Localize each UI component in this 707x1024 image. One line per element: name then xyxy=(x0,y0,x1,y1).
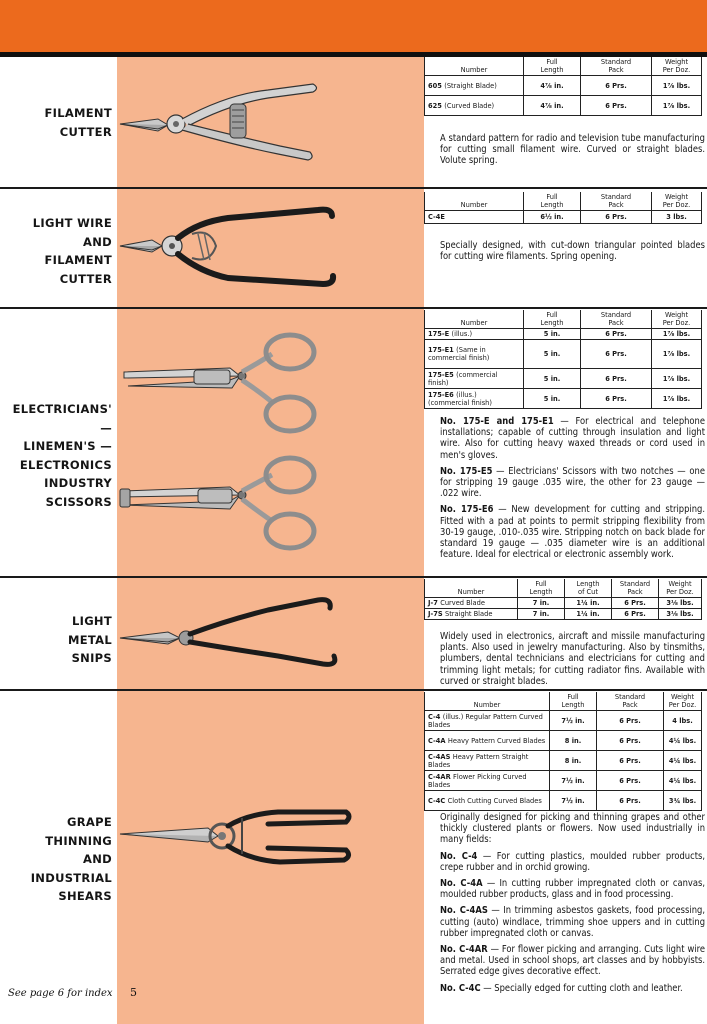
cell-number: 625 (Curved Blade) xyxy=(425,96,524,116)
header-weight-per-doz: Weight Per Doz. xyxy=(652,310,702,329)
description-paragraph: No. C-4A — In cutting rubber impregnated cloth or canvas, moulded rubber products, glass and in food processing. xyxy=(440,878,706,901)
grape-thinning-shears-illustration xyxy=(118,806,353,868)
page-number: 5 xyxy=(130,986,137,999)
description-paragraph: No. C-4C — Specially edged for cutting cloth and leather. xyxy=(440,982,683,994)
cell-pack: 6 Prs. xyxy=(581,96,652,116)
section-divider xyxy=(0,576,707,578)
header-full-length: Full Length xyxy=(524,57,581,76)
cell-pack: 6 Prs. xyxy=(597,751,664,771)
cell-number: C-4C Cloth Cutting Curved Blades xyxy=(425,791,550,811)
cell-length: 6½ in. xyxy=(524,211,581,224)
cell-pack: 6 Prs. xyxy=(597,731,664,751)
cell-pack: 6 Prs. xyxy=(581,329,652,340)
cell-pack: 6 Prs. xyxy=(581,76,652,96)
spec-table-light-wire-cutter xyxy=(424,192,702,224)
section-divider xyxy=(0,187,707,189)
cell-pack: 6 Prs. xyxy=(581,340,652,369)
header-standard-pack: Standard Pack xyxy=(581,192,652,211)
product-title-light-metal-snips: LIGHT METAL SNIPS xyxy=(68,614,112,665)
cell-weight: 1⅞ lbs. xyxy=(652,389,702,409)
light-wire-cutter-illustration xyxy=(118,204,338,294)
table-header-row xyxy=(425,310,702,329)
cell-number: C-4E xyxy=(425,211,524,224)
cell-pack: 6 Prs. xyxy=(612,598,659,609)
cell-pack: 6 Prs. xyxy=(597,711,664,731)
cell-length: 7 in. xyxy=(518,609,565,620)
table-row xyxy=(425,791,702,811)
description-paragraph: No. 175-E6 — New development for cutting and stripping. Fitted with a pad at points to permit stripping flexibility from 30-19 gauge, .010-.035 wire. Stripping notch on back blade for standard 19 gauge — .035 diameter wire is an additional feature. Ideal for electrical or electronic assembly work. xyxy=(440,504,705,561)
cell-weight: 1⅞ lbs. xyxy=(652,96,702,116)
product-title-grape-thinning-shears: GRAPE THINNING AND INDUSTRIAL SHEARS xyxy=(30,815,112,903)
cell-length: 7 in. xyxy=(518,598,565,609)
cell-length: 5 in. xyxy=(524,369,581,389)
cell-pack: 6 Prs. xyxy=(581,389,652,409)
cell-length: 5 in. xyxy=(524,389,581,409)
header-number: Number xyxy=(425,57,524,76)
table-row xyxy=(425,340,702,369)
description-paragraph: Specially designed, with cut-down triangular pointed blades for cutting wire filaments. Spring opening. xyxy=(440,240,705,263)
cell-number: J-7S Straight Blade xyxy=(425,609,518,620)
cell-cut: 1¼ in. xyxy=(565,609,612,620)
cell-length: 8 in. xyxy=(550,751,597,771)
product-title-electricians-scissors: ELECTRICIANS' — LINEMEN'S — ELECTRONICS INDUSTRY SCISSORS xyxy=(12,402,112,509)
description-grape-thinning-shears xyxy=(440,812,705,999)
filament-cutter-illustration xyxy=(118,80,323,165)
table-row xyxy=(425,598,702,609)
product-title-light-wire-cutter: LIGHT WIRE AND FILAMENT CUTTER xyxy=(32,216,112,286)
cell-number: C-4AR Flower Picking Curved Blades xyxy=(425,771,550,791)
cell-weight: 3 lbs. xyxy=(652,211,702,224)
cell-number: 605 (Straight Blade) xyxy=(425,76,524,96)
table-header-row xyxy=(425,192,702,211)
cell-number: 175-E (illus.) xyxy=(425,329,524,340)
description-paragraph: A standard pattern for radio and television tube manufacturing for cutting small filament wire. Curved or straight blades. Volute spring. xyxy=(440,133,705,167)
description-light-wire-cutter xyxy=(440,240,705,267)
description-paragraph: No. 175-E and 175-E1 — For electrical and telephone installations; capable of cutting through insulation and light wire. Also for cutting heavy waxed threads or cord used in men's gloves. xyxy=(440,416,705,461)
header-weight-per-doz: Weight Per Doz. xyxy=(652,192,702,211)
header-number: Number xyxy=(425,310,524,329)
description-paragraph: Originally designed for picking and thinning grapes and other thickly clustered plants or flowers. Now used industrially in many fields: xyxy=(440,812,705,846)
header-full-length: Full Length xyxy=(518,579,565,598)
description-filament-cutter xyxy=(440,133,705,172)
table-row xyxy=(425,751,702,771)
top-color-band xyxy=(0,0,707,52)
table-header-row xyxy=(425,57,702,76)
cell-pack: 6 Prs. xyxy=(581,369,652,389)
cell-length: 5 in. xyxy=(524,340,581,369)
header-full-length: Full Length xyxy=(524,192,581,211)
cell-number: C-4 (illus.) Regular Pattern Curved Blades xyxy=(425,711,550,731)
cell-number: 175-E6 (illus.) (commercial finish) xyxy=(425,389,524,409)
description-paragraph: No. C-4 — For cutting plastics, moulded rubber products, crepe rubber and in orchid growing. xyxy=(440,850,705,873)
spec-table-filament-cutter xyxy=(424,57,702,116)
table-row xyxy=(425,211,702,224)
cell-weight: 4¼ lbs. xyxy=(664,771,702,791)
cell-weight: 1⅞ lbs. xyxy=(652,340,702,369)
product-title-filament-cutter: FILAMENT CUTTER xyxy=(44,106,112,139)
table-header-row xyxy=(425,579,702,598)
header-standard-pack: Standard Pack xyxy=(581,310,652,329)
header-full-length: Full Length xyxy=(524,310,581,329)
table-row xyxy=(425,731,702,751)
table-row xyxy=(425,96,702,116)
header-number: Number xyxy=(425,192,524,211)
cell-number: C-4AS Heavy Pattern Straight Blades xyxy=(425,751,550,771)
cell-weight: 1⅞ lbs. xyxy=(652,369,702,389)
header-length-of-cut: Length of Cut xyxy=(565,579,612,598)
scissors-175-e6-illustration xyxy=(118,455,320,555)
description-paragraph: No. C-4AR — For flower picking and arranging. Cuts light wire and metal. Used in school shops, art classes and by hobbyists. Serrated edge gives decorative effect. xyxy=(440,944,705,978)
cell-pack: 6 Prs. xyxy=(597,771,664,791)
description-light-metal-snips xyxy=(440,631,705,692)
cell-length: 7½ in. xyxy=(550,771,597,791)
cell-length: 7½ in. xyxy=(550,711,597,731)
light-metal-snips-illustration xyxy=(118,594,343,674)
cell-length: 5 in. xyxy=(524,329,581,340)
cell-weight: 1⅞ lbs. xyxy=(652,329,702,340)
cell-length: 8 in. xyxy=(550,731,597,751)
cell-length: 4⅞ in. xyxy=(524,76,581,96)
table-row xyxy=(425,771,702,791)
table-row xyxy=(425,711,702,731)
spec-table-light-metal-snips xyxy=(424,579,702,620)
footer-index-note: See page 6 for index xyxy=(8,988,113,999)
cell-weight: 4¼ lbs. xyxy=(664,751,702,771)
description-scissors xyxy=(440,416,705,565)
cell-weight: 3⅛ lbs. xyxy=(659,598,702,609)
header-standard-pack: Standard Pack xyxy=(597,692,664,711)
header-number: Number xyxy=(425,692,550,711)
cell-number: J-7 Curved Blade xyxy=(425,598,518,609)
description-paragraph: Widely used in electronics, aircraft and missile manufacturing plants. Also used in jewelry manufacturing. Also by tinsmiths, plumbers, dental technicians and electricians for cutting and trimming light metals; for cutting radiator fins. Available with curved or straight blades. xyxy=(440,631,705,687)
cell-length: 4⅞ in. xyxy=(524,96,581,116)
cell-weight: 1⅞ lbs. xyxy=(652,76,702,96)
cell-pack: 6 Prs. xyxy=(612,609,659,620)
cell-length: 7½ in. xyxy=(550,791,597,811)
header-weight-per-doz: Weight Per Doz. xyxy=(659,579,702,598)
table-row xyxy=(425,389,702,409)
header-number: Number xyxy=(425,579,518,598)
table-row xyxy=(425,76,702,96)
header-standard-pack: Standard Pack xyxy=(612,579,659,598)
cell-weight: 3¾ lbs. xyxy=(664,791,702,811)
cell-pack: 6 Prs. xyxy=(581,211,652,224)
table-row xyxy=(425,329,702,340)
spec-table-grape-thinning-shears xyxy=(424,692,702,811)
header-full-length: Full Length xyxy=(550,692,597,711)
table-header-row xyxy=(425,692,702,711)
table-row xyxy=(425,609,702,620)
cell-weight: 3⅛ lbs. xyxy=(659,609,702,620)
cell-number: C-4A Heavy Pattern Curved Blades xyxy=(425,731,550,751)
header-weight-per-doz: Weight Per Doz. xyxy=(652,57,702,76)
header-standard-pack: Standard Pack xyxy=(581,57,652,76)
cell-weight: 4¼ lbs. xyxy=(664,731,702,751)
cell-cut: 1¼ in. xyxy=(565,598,612,609)
description-paragraph: No. 175-E5 — Electricians' Scissors with two notches — one for stripping 19 gauge .035 wire, the other for 23 gauge — .022 wire. xyxy=(440,465,705,500)
header-weight-per-doz: Weight Per Doz. xyxy=(664,692,702,711)
description-paragraph: No. C-4AS — In trimming asbestos gaskets, food processing, cutting (auto) windlace, trimming shoe uppers and in cutting rubber impregnated cloth or canvas. xyxy=(440,905,705,939)
table-row xyxy=(425,369,702,389)
cell-pack: 6 Prs. xyxy=(597,791,664,811)
cell-number: 175-E1 (Same in commercial finish) xyxy=(425,340,524,369)
section-divider xyxy=(0,307,707,309)
cell-number: 175-E5 (commercial finish) xyxy=(425,369,524,389)
spec-table-scissors xyxy=(424,310,702,409)
scissors-175-e-illustration xyxy=(120,332,320,436)
cell-weight: 4 lbs. xyxy=(664,711,702,731)
